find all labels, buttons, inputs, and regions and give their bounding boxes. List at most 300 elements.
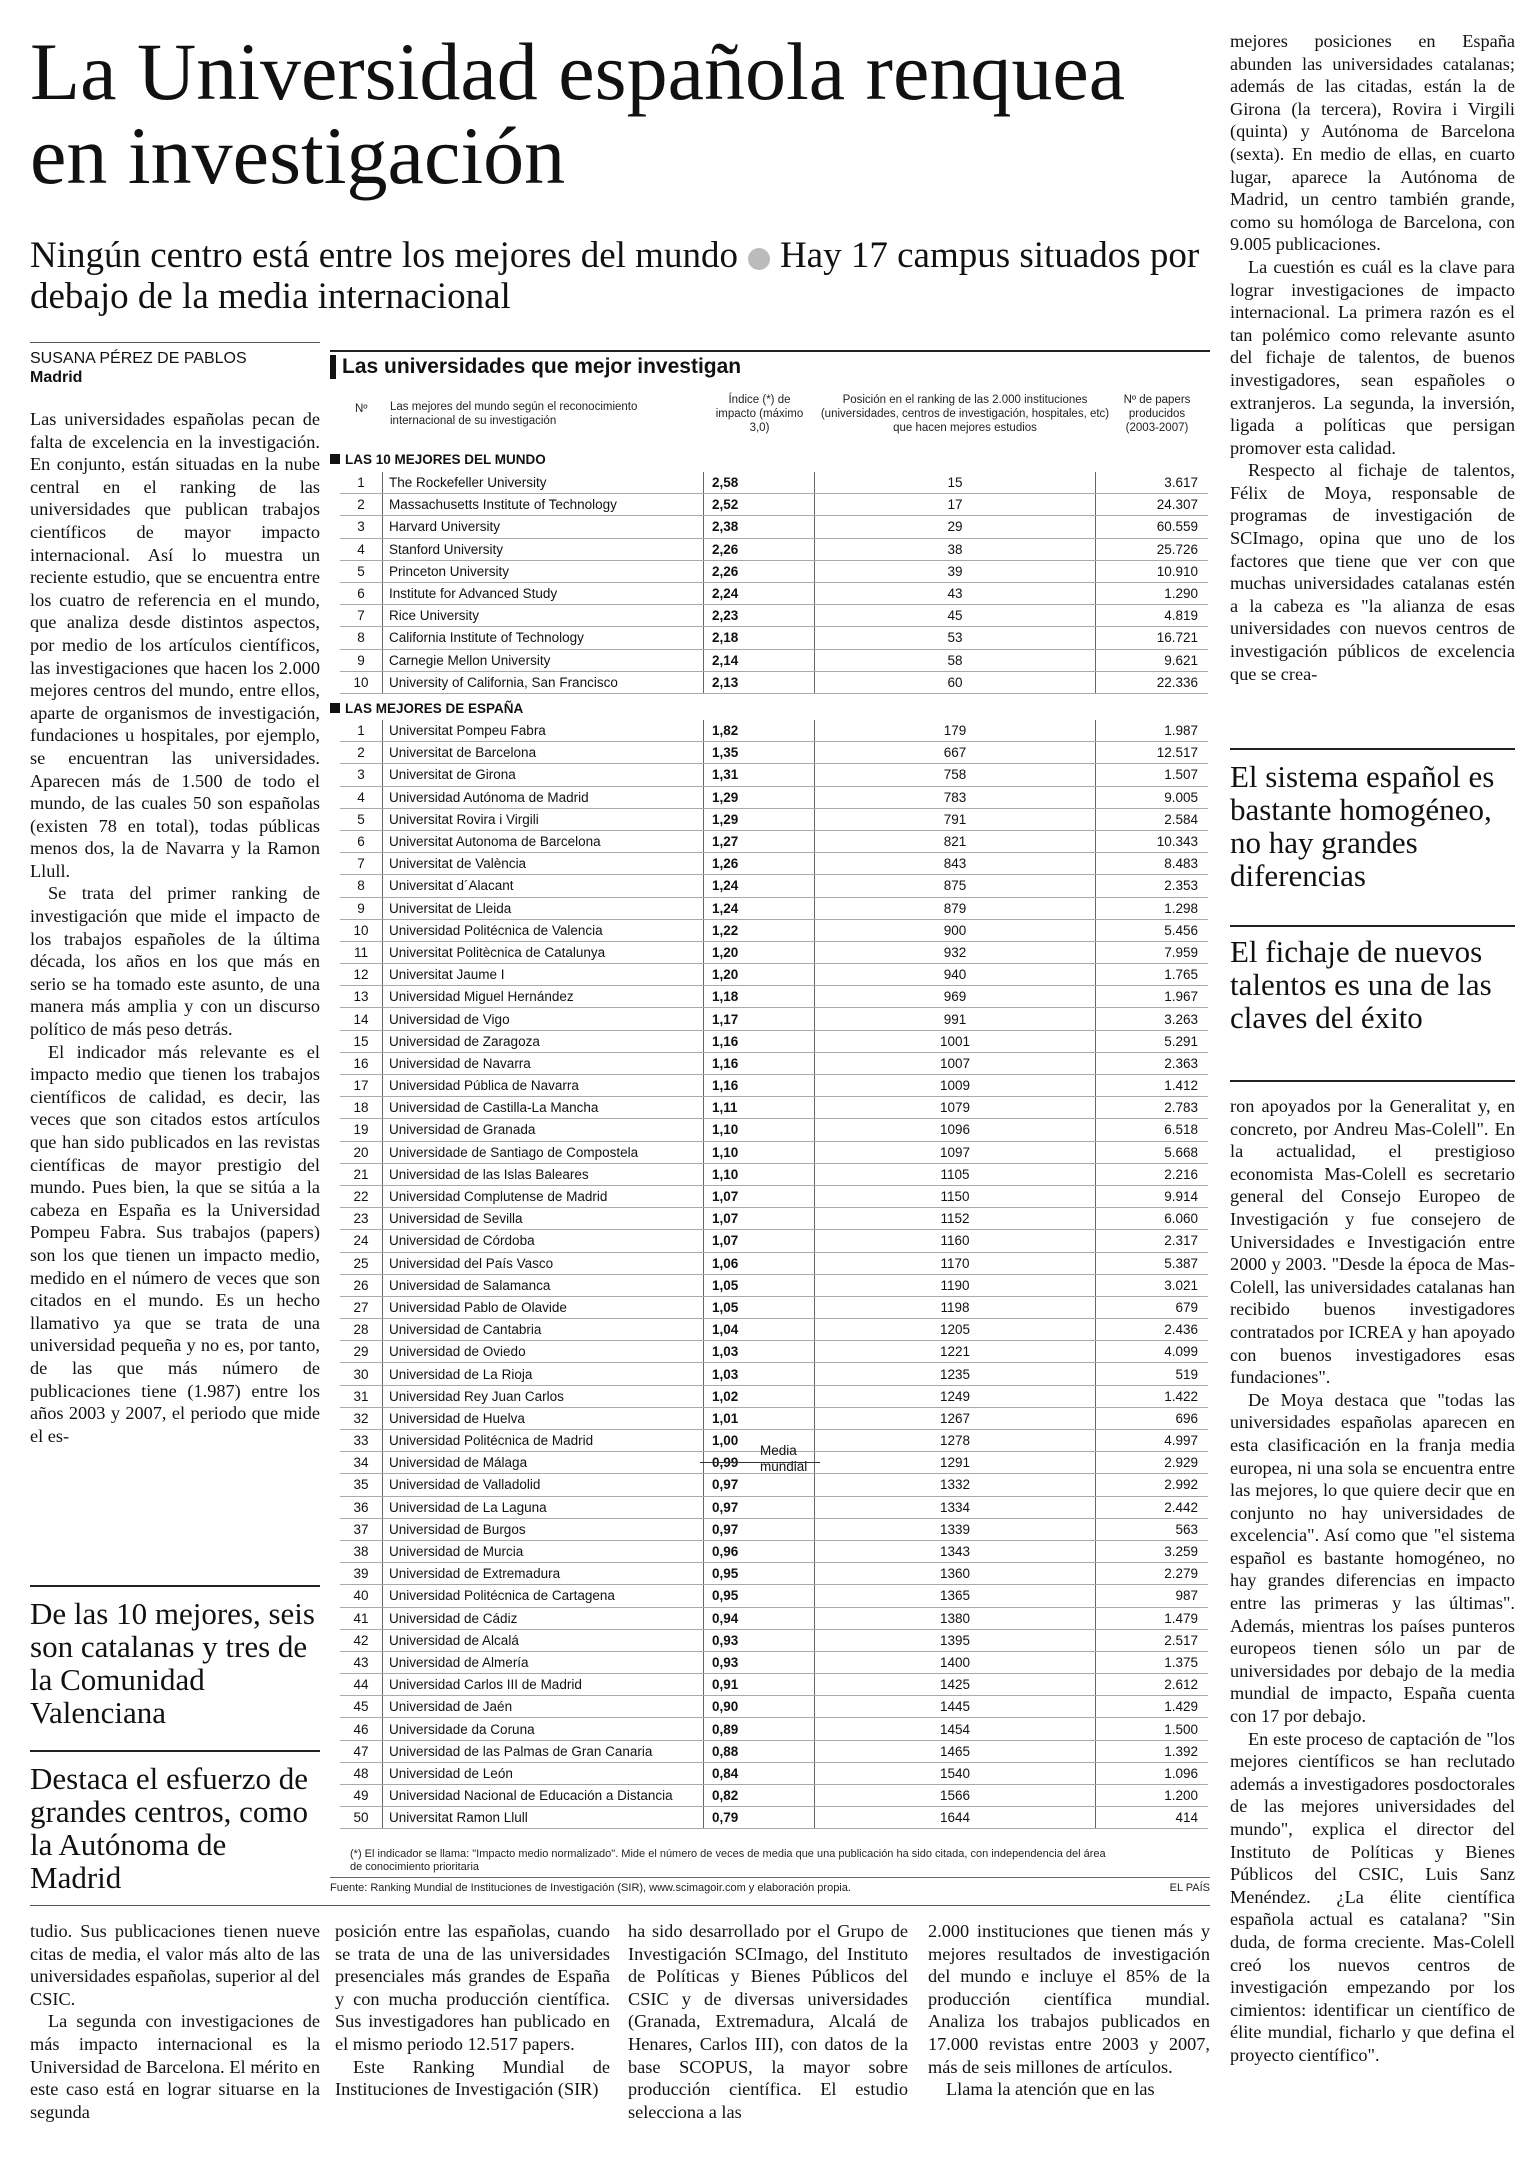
impact-index: 1,04 bbox=[704, 1319, 815, 1341]
rank-number: 38 bbox=[340, 1540, 383, 1562]
university-name: Universitat Jaume I bbox=[383, 964, 704, 986]
rank-number: 26 bbox=[340, 1274, 383, 1296]
university-name: Universitat de Barcelona bbox=[383, 742, 704, 764]
ranking-position: 1291 bbox=[815, 1452, 1096, 1474]
papers-count: 1.429 bbox=[1096, 1696, 1209, 1718]
papers-count: 5.291 bbox=[1096, 1030, 1209, 1052]
university-name: Universidad Politécnica de Madrid bbox=[383, 1430, 704, 1452]
table-header-name: Las mejores del mundo según el reconocimiento internacional de su investigación bbox=[390, 401, 638, 427]
papers-count: 12.517 bbox=[1096, 742, 1209, 764]
table-header-n: Nº bbox=[355, 403, 368, 415]
impact-index: 0,97 bbox=[704, 1518, 815, 1540]
ranking-position: 45 bbox=[815, 605, 1096, 627]
rank-number: 50 bbox=[340, 1807, 383, 1829]
table-row bbox=[340, 1052, 1208, 1074]
table-row bbox=[340, 786, 1208, 808]
rank-number: 27 bbox=[340, 1296, 383, 1318]
ranking-position: 29 bbox=[815, 516, 1096, 538]
ranking-position: 969 bbox=[815, 986, 1096, 1008]
ranking-position: 60 bbox=[815, 671, 1096, 693]
ranking-position: 1360 bbox=[815, 1563, 1096, 1585]
papers-count: 2.442 bbox=[1096, 1496, 1209, 1518]
table-row bbox=[340, 1163, 1208, 1185]
section-world-label: LAS 10 MEJORES DEL MUNDO bbox=[330, 452, 546, 467]
papers-count: 8.483 bbox=[1096, 853, 1209, 875]
university-name: Universidad de Almería bbox=[383, 1651, 704, 1673]
ranking-position: 791 bbox=[815, 808, 1096, 830]
university-name: Universidad de Navarra bbox=[383, 1052, 704, 1074]
university-name: Universidad de Castilla-La Mancha bbox=[383, 1097, 704, 1119]
paragraph: tudio. Sus publicaciones tienen nueve citas de media, el valor más alto de las universidades españolas, superior al del CSIC. bbox=[30, 1921, 320, 2009]
impact-index: 2,14 bbox=[704, 649, 815, 671]
papers-count: 60.559 bbox=[1096, 516, 1209, 538]
impact-index: 0,90 bbox=[704, 1696, 815, 1718]
byline-city: Madrid bbox=[30, 369, 83, 386]
rank-number: 46 bbox=[340, 1718, 383, 1740]
pull-quote-1: De las 10 mejores, seis son catalanas y tres de la Comunidad Valenciana bbox=[30, 1596, 315, 1730]
papers-count: 1.987 bbox=[1096, 720, 1209, 742]
ranking-position: 875 bbox=[815, 875, 1096, 897]
ranking-position: 1150 bbox=[815, 1185, 1096, 1207]
ranking-table-spain bbox=[340, 720, 1208, 1829]
table-row bbox=[340, 1296, 1208, 1318]
university-name: Universitat de Lleida bbox=[383, 897, 704, 919]
table-credit: EL PAÍS bbox=[1169, 1882, 1210, 1894]
university-name: Universidad de León bbox=[383, 1762, 704, 1784]
table-row bbox=[340, 472, 1208, 494]
headline: La Universidad española renquea en investigación bbox=[30, 26, 1126, 201]
table-row bbox=[340, 1008, 1208, 1030]
ranking-position: 1278 bbox=[815, 1430, 1096, 1452]
impact-index: 1,06 bbox=[704, 1252, 815, 1274]
ranking-position: 17 bbox=[815, 494, 1096, 516]
university-name: Universidad de Burgos bbox=[383, 1518, 704, 1540]
ranking-position: 1380 bbox=[815, 1607, 1096, 1629]
table-row bbox=[340, 1785, 1208, 1807]
impact-index: 1,31 bbox=[704, 764, 815, 786]
ranking-position: 1007 bbox=[815, 1052, 1096, 1074]
papers-count: 5.668 bbox=[1096, 1141, 1209, 1163]
rank-number: 16 bbox=[340, 1052, 383, 1074]
table-row bbox=[340, 1674, 1208, 1696]
table-row bbox=[340, 605, 1208, 627]
university-name: Universitat Rovira i Virgili bbox=[383, 808, 704, 830]
university-name: Universitat d´Alacant bbox=[383, 875, 704, 897]
paragraph: La segunda con investigaciones de más impacto internacional es la Universidad de Barcelona. El mérito en este caso está en lograr situarse en la segunda bbox=[30, 2011, 320, 2122]
impact-index: 1,24 bbox=[704, 897, 815, 919]
paragraph: ha sido desarrollado por el Grupo de Investigación SCImago, del Instituto de Políticas y Bienes Públicos del CSIC y de diversas universidades (Granada, Extremadura, Alcalá de Henares, Carlos III), con datos de la base SCOPUS, la mayor sobre producción científica. El estudio selecciona a las bbox=[628, 1921, 908, 2122]
rank-number: 4 bbox=[340, 538, 383, 560]
table-row bbox=[340, 853, 1208, 875]
ranking-position: 1096 bbox=[815, 1119, 1096, 1141]
table-row bbox=[340, 1407, 1208, 1429]
ranking-position: 1267 bbox=[815, 1407, 1096, 1429]
ranking-position: 39 bbox=[815, 560, 1096, 582]
rank-number: 33 bbox=[340, 1430, 383, 1452]
rank-number: 5 bbox=[340, 808, 383, 830]
university-name: Universidad de Sevilla bbox=[383, 1208, 704, 1230]
table-source: Fuente: Ranking Mundial de Instituciones de Investigación (SIR), www.scimagoir.com y elaboración propia. bbox=[330, 1882, 851, 1894]
table-row bbox=[340, 516, 1208, 538]
rank-number: 22 bbox=[340, 1185, 383, 1207]
impact-index: 0,84 bbox=[704, 1762, 815, 1784]
impact-index: 1,20 bbox=[704, 941, 815, 963]
papers-count: 3.021 bbox=[1096, 1274, 1209, 1296]
table-row bbox=[340, 671, 1208, 693]
table-row bbox=[340, 627, 1208, 649]
university-name: California Institute of Technology bbox=[383, 627, 704, 649]
university-name: Universidad de Jaén bbox=[383, 1696, 704, 1718]
impact-index: 1,17 bbox=[704, 1008, 815, 1030]
papers-count: 9.914 bbox=[1096, 1185, 1209, 1207]
ranking-position: 1566 bbox=[815, 1785, 1096, 1807]
table-row bbox=[340, 1097, 1208, 1119]
papers-count: 1.200 bbox=[1096, 1785, 1209, 1807]
ranking-position: 15 bbox=[815, 472, 1096, 494]
rank-number: 35 bbox=[340, 1474, 383, 1496]
paragraph: Se trata del primer ranking de investigación que mide el impacto de los trabajos españoles de la última década, los años en los que más en serio se ha tomado este asunto, de una manera más amplia y con un discurso político de más peso detrás. bbox=[30, 883, 320, 1040]
papers-count: 1.765 bbox=[1096, 964, 1209, 986]
table-row bbox=[340, 1319, 1208, 1341]
ranking-position: 758 bbox=[815, 764, 1096, 786]
impact-index: 2,58 bbox=[704, 472, 815, 494]
papers-count: 9.621 bbox=[1096, 649, 1209, 671]
impact-index: 0,91 bbox=[704, 1674, 815, 1696]
papers-count: 6.060 bbox=[1096, 1208, 1209, 1230]
ranking-position: 1198 bbox=[815, 1296, 1096, 1318]
impact-index: 1,00 bbox=[704, 1430, 815, 1452]
ranking-position: 1235 bbox=[815, 1363, 1096, 1385]
table-row bbox=[340, 1585, 1208, 1607]
papers-count: 2.353 bbox=[1096, 875, 1209, 897]
impact-index: 1,20 bbox=[704, 964, 815, 986]
rank-number: 8 bbox=[340, 627, 383, 649]
papers-count: 2.363 bbox=[1096, 1052, 1209, 1074]
papers-count: 1.290 bbox=[1096, 582, 1209, 604]
impact-index: 0,93 bbox=[704, 1629, 815, 1651]
ranking-position: 1540 bbox=[815, 1762, 1096, 1784]
ranking-position: 53 bbox=[815, 627, 1096, 649]
university-name: Universidad Miguel Hernández bbox=[383, 986, 704, 1008]
university-name: Universidad de Huelva bbox=[383, 1407, 704, 1429]
ranking-position: 821 bbox=[815, 830, 1096, 852]
pull-quote-3: El sistema español es bastante homogéneo, no hay grandes diferencias bbox=[1230, 759, 1495, 893]
impact-index: 2,52 bbox=[704, 494, 815, 516]
ranking-position: 58 bbox=[815, 649, 1096, 671]
university-name: Universidad de La Rioja bbox=[383, 1363, 704, 1385]
table-top-rule bbox=[330, 350, 1210, 352]
ranking-position: 1009 bbox=[815, 1075, 1096, 1097]
papers-count: 1.422 bbox=[1096, 1385, 1209, 1407]
ranking-position: 932 bbox=[815, 941, 1096, 963]
pull-quote-2: Destaca el esfuerzo de grandes centros, como la Autónoma de Madrid bbox=[30, 1761, 309, 1895]
ranking-position: 179 bbox=[815, 720, 1096, 742]
rank-number: 3 bbox=[340, 516, 383, 538]
article-bottom-column-2 bbox=[335, 1920, 610, 2101]
table-row bbox=[340, 1518, 1208, 1540]
rank-number: 14 bbox=[340, 1008, 383, 1030]
university-name: Universidad de Salamanca bbox=[383, 1274, 704, 1296]
rank-number: 39 bbox=[340, 1563, 383, 1585]
divider bbox=[1230, 925, 1515, 927]
rank-number: 36 bbox=[340, 1496, 383, 1518]
university-name: Universidad del País Vasco bbox=[383, 1252, 704, 1274]
rank-number: 28 bbox=[340, 1319, 383, 1341]
rank-number: 12 bbox=[340, 964, 383, 986]
ranking-position: 1221 bbox=[815, 1341, 1096, 1363]
papers-count: 1.375 bbox=[1096, 1651, 1209, 1673]
article-bottom-column-1 bbox=[30, 1920, 320, 2123]
university-name: Universidad Pablo de Olavide bbox=[383, 1296, 704, 1318]
table-row bbox=[340, 1075, 1208, 1097]
university-name: Rice University bbox=[383, 605, 704, 627]
university-name: Universitat Ramon Llull bbox=[383, 1807, 704, 1829]
impact-index: 2,23 bbox=[704, 605, 815, 627]
table-row bbox=[340, 1762, 1208, 1784]
table-header-papers: Nº de papers producidos (2003-2007) bbox=[1123, 394, 1191, 434]
university-name: Universidad de La Laguna bbox=[383, 1496, 704, 1518]
papers-count: 563 bbox=[1096, 1518, 1209, 1540]
ranking-position: 1332 bbox=[815, 1474, 1096, 1496]
rank-number: 47 bbox=[340, 1740, 383, 1762]
papers-count: 4.819 bbox=[1096, 605, 1209, 627]
rank-number: 19 bbox=[340, 1119, 383, 1141]
ranking-position: 1454 bbox=[815, 1718, 1096, 1740]
papers-count: 679 bbox=[1096, 1296, 1209, 1318]
impact-index: 1,10 bbox=[704, 1163, 815, 1185]
table-row bbox=[340, 1607, 1208, 1629]
rank-number: 15 bbox=[340, 1030, 383, 1052]
divider bbox=[30, 1750, 320, 1752]
rank-number: 32 bbox=[340, 1407, 383, 1429]
article-bottom-column-3 bbox=[628, 1920, 908, 2123]
table-row bbox=[340, 1385, 1208, 1407]
rank-number: 7 bbox=[340, 853, 383, 875]
table-row bbox=[340, 1740, 1208, 1762]
ranking-position: 1425 bbox=[815, 1674, 1096, 1696]
table-row bbox=[340, 1563, 1208, 1585]
table-row bbox=[340, 1185, 1208, 1207]
table-row bbox=[340, 808, 1208, 830]
papers-count: 9.005 bbox=[1096, 786, 1209, 808]
table-row bbox=[340, 1651, 1208, 1673]
table-row bbox=[340, 764, 1208, 786]
rank-number: 8 bbox=[340, 875, 383, 897]
papers-count: 414 bbox=[1096, 1807, 1209, 1829]
papers-count: 2.612 bbox=[1096, 1674, 1209, 1696]
ranking-position: 667 bbox=[815, 742, 1096, 764]
impact-index: 1,02 bbox=[704, 1385, 815, 1407]
papers-count: 1.298 bbox=[1096, 897, 1209, 919]
university-name: Universidad Autónoma de Madrid bbox=[383, 786, 704, 808]
impact-index: 1,29 bbox=[704, 786, 815, 808]
impact-index: 1,18 bbox=[704, 986, 815, 1008]
rank-number: 37 bbox=[340, 1518, 383, 1540]
papers-count: 2.929 bbox=[1096, 1452, 1209, 1474]
university-name: Princeton University bbox=[383, 560, 704, 582]
ranking-position: 1079 bbox=[815, 1097, 1096, 1119]
university-name: Universidad Nacional de Educación a Distancia bbox=[383, 1785, 704, 1807]
papers-count: 987 bbox=[1096, 1585, 1209, 1607]
ranking-position: 1160 bbox=[815, 1230, 1096, 1252]
papers-count: 2.992 bbox=[1096, 1474, 1209, 1496]
subtitle-part-b: Hay 17 campus situados por debajo de la media internacional bbox=[30, 235, 1200, 317]
university-name: Universidad Politécnica de Valencia bbox=[383, 919, 704, 941]
university-name: Massachusetts Institute of Technology bbox=[383, 494, 704, 516]
table-row bbox=[340, 1363, 1208, 1385]
impact-index: 1,10 bbox=[704, 1119, 815, 1141]
impact-index: 1,16 bbox=[704, 1030, 815, 1052]
papers-count: 10.910 bbox=[1096, 560, 1209, 582]
table-row bbox=[340, 742, 1208, 764]
rank-number: 20 bbox=[340, 1141, 383, 1163]
papers-count: 16.721 bbox=[1096, 627, 1209, 649]
papers-count: 2.517 bbox=[1096, 1629, 1209, 1651]
table-row bbox=[340, 649, 1208, 671]
impact-index: 1,11 bbox=[704, 1097, 815, 1119]
rank-number: 11 bbox=[340, 941, 383, 963]
rank-number: 34 bbox=[340, 1452, 383, 1474]
square-bullet-icon bbox=[330, 703, 340, 713]
byline bbox=[30, 342, 320, 387]
university-name: Universidad Rey Juan Carlos bbox=[383, 1385, 704, 1407]
university-name: Universidad de Zaragoza bbox=[383, 1030, 704, 1052]
impact-index: 0,96 bbox=[704, 1540, 815, 1562]
university-name: Universitat Autonoma de Barcelona bbox=[383, 830, 704, 852]
rank-number: 23 bbox=[340, 1208, 383, 1230]
impact-index: 1,05 bbox=[704, 1296, 815, 1318]
ranking-position: 1190 bbox=[815, 1274, 1096, 1296]
impact-index: 2,26 bbox=[704, 560, 815, 582]
impact-index: 0,79 bbox=[704, 1807, 815, 1829]
rank-number: 10 bbox=[340, 919, 383, 941]
rank-number: 9 bbox=[340, 897, 383, 919]
rank-number: 48 bbox=[340, 1762, 383, 1784]
university-name: Universitat de València bbox=[383, 853, 704, 875]
table-row bbox=[340, 1119, 1208, 1141]
rank-number: 29 bbox=[340, 1341, 383, 1363]
papers-count: 696 bbox=[1096, 1407, 1209, 1429]
impact-index: 1,26 bbox=[704, 853, 815, 875]
impact-index: 1,07 bbox=[704, 1185, 815, 1207]
impact-index: 2,13 bbox=[704, 671, 815, 693]
table-row bbox=[340, 1141, 1208, 1163]
papers-count: 2.584 bbox=[1096, 808, 1209, 830]
impact-index: 1,07 bbox=[704, 1208, 815, 1230]
table-row bbox=[340, 538, 1208, 560]
rank-number: 2 bbox=[340, 494, 383, 516]
papers-count: 2.436 bbox=[1096, 1319, 1209, 1341]
table-row bbox=[340, 560, 1208, 582]
divider bbox=[330, 1877, 1210, 1878]
paragraph: mejores posiciones en España abunden las universidades catalanas; además de las citadas, están la de Girona (la tercera), Rovira i Virgili (quinta) y Autónoma de Barcelona (sexta). En medio de ellas, en cuarto lugar, aparece la Autónoma de Madrid, un centro también grande, como su homóloga de Barcelona, con 9.005 publicaciones. bbox=[1230, 31, 1515, 255]
papers-count: 1.967 bbox=[1096, 986, 1209, 1008]
university-name: Universidad de las Islas Baleares bbox=[383, 1163, 704, 1185]
paragraph: ron apoyados por la Generalitat y, en concreto, por Andreu Mas-Colell". En la actualidad, el prestigioso economista Mas-Colell es secretario general del Consejo Europeo de Investigación y fue consejero de Universidades e Investigación entre 2000 y 2003. "Desde la época de Mas-Colell, las universidades catalanas han recibido buenos investigadores contratados por ICREA y han apoyado con buenos investigadores esas fundaciones". bbox=[1230, 1096, 1515, 1388]
papers-count: 3.259 bbox=[1096, 1540, 1209, 1562]
ranking-position: 1097 bbox=[815, 1141, 1096, 1163]
university-name: Universidad de Córdoba bbox=[383, 1230, 704, 1252]
rank-number: 41 bbox=[340, 1607, 383, 1629]
table-header-index: Índice (*) de impacto (máximo 3,0) bbox=[715, 394, 804, 434]
table-row bbox=[340, 582, 1208, 604]
papers-count: 4.997 bbox=[1096, 1430, 1209, 1452]
university-name: The Rockefeller University bbox=[383, 472, 704, 494]
rank-number: 30 bbox=[340, 1363, 383, 1385]
rank-number: 10 bbox=[340, 671, 383, 693]
paragraph: Respecto al fichaje de talentos, Félix de Moya, responsable de programas de investigación de SCImago, opina que uno de los factores que tiene que ver con que muchas universidades catalanas estén a la cabeza es "la alianza de esas universidades con nuevos centros de investigación públicos de excelencia que se crea- bbox=[1230, 460, 1515, 684]
rank-number: 13 bbox=[340, 986, 383, 1008]
papers-count: 22.336 bbox=[1096, 671, 1209, 693]
table-row bbox=[340, 1341, 1208, 1363]
rank-number: 2 bbox=[340, 742, 383, 764]
rank-number: 43 bbox=[340, 1651, 383, 1673]
impact-index: 2,26 bbox=[704, 538, 815, 560]
section-spain-label: LAS MEJORES DE ESPAÑA bbox=[330, 701, 523, 716]
papers-count: 6.518 bbox=[1096, 1119, 1209, 1141]
impact-index: 1,35 bbox=[704, 742, 815, 764]
papers-count: 7.959 bbox=[1096, 941, 1209, 963]
rank-number: 25 bbox=[340, 1252, 383, 1274]
ranking-position: 1465 bbox=[815, 1740, 1096, 1762]
ranking-position: 1395 bbox=[815, 1629, 1096, 1651]
university-name: Universidad Pública de Navarra bbox=[383, 1075, 704, 1097]
ranking-position: 1339 bbox=[815, 1518, 1096, 1540]
rank-number: 4 bbox=[340, 786, 383, 808]
ranking-position: 1334 bbox=[815, 1496, 1096, 1518]
article-column-right-bottom bbox=[1230, 1095, 1515, 2067]
impact-index: 0,99 bbox=[704, 1452, 815, 1474]
rank-number: 17 bbox=[340, 1075, 383, 1097]
rank-number: 40 bbox=[340, 1585, 383, 1607]
papers-count: 519 bbox=[1096, 1363, 1209, 1385]
ranking-position: 38 bbox=[815, 538, 1096, 560]
rank-number: 3 bbox=[340, 764, 383, 786]
papers-count: 2.216 bbox=[1096, 1163, 1209, 1185]
ranking-position: 1365 bbox=[815, 1585, 1096, 1607]
subtitle-part-a: Ningún centro está entre los mejores del mundo bbox=[30, 235, 738, 276]
papers-count: 3.263 bbox=[1096, 1008, 1209, 1030]
world-average-line bbox=[700, 1462, 820, 1463]
divider bbox=[1230, 748, 1515, 750]
rank-number: 42 bbox=[340, 1629, 383, 1651]
divider bbox=[1230, 1080, 1515, 1082]
table-row bbox=[340, 875, 1208, 897]
table-row bbox=[340, 1807, 1208, 1829]
subtitle bbox=[30, 235, 1210, 317]
table-row bbox=[340, 1496, 1208, 1518]
byline-name: SUSANA PÉREZ DE PABLOS bbox=[30, 350, 247, 367]
table-row bbox=[340, 1696, 1208, 1718]
papers-count: 1.412 bbox=[1096, 1075, 1209, 1097]
paragraph: En este proceso de captación de "los mejores científicos se han reclutado además a investigadores posdoctorales de las mejores universidades del mundo", explica el director del Instituto de Políticas y Bienes Públicos del CSIC, Luis Sanz Menéndez. ¿La élite científica española actual es catalana? "Sin duda, de forma creciente. Mas-Colell creó los nuevos centros de investigación empezando por los cimientos: identificar un científico de élite mundial, ficharlo y que defina el proyecto científico". bbox=[1230, 1728, 1515, 2065]
impact-index: 1,29 bbox=[704, 808, 815, 830]
impact-index: 2,24 bbox=[704, 582, 815, 604]
paragraph: Las universidades españolas pecan de falta de excelencia en la investigación. En conjunto, están situadas en la nube central en el ranking de las universidades que publican trabajos científicos de mayor impacto internacional. Así lo muestra un reciente estudio, que se encuentra entre los cuatro de referencia en el mundo, que analiza desde distintos aspectos, por medio de los artículos científicos, las investigaciones que hacen los 2.000 mejores centros del mundo, entre ellos, aparte de organismos de investigación, fundaciones u hospitales, por ejemplo, se encuentran las universidades. Aparecen más de 1.500 de todo el mundo, de las cuales 50 son españolas (existen 78 en total), todas públicas menos dos, la de Navarra y la Ramon Llull. bbox=[30, 409, 320, 881]
rank-number: 1 bbox=[340, 720, 383, 742]
rank-number: 49 bbox=[340, 1785, 383, 1807]
rank-number: 9 bbox=[340, 649, 383, 671]
paragraph: De Moya destaca que "todas las universidades españolas aparecen en esta clasificación en la franja media europea, ni una sola se encuentra entre las mejores, lo que quiere decir que en conjunto no hay universidades de excelencia". Así como que "el sistema español es bastante homogéneo, no hay grandes diferencias en impacto entre las primeras y las últimas". Además, mientras los países punteros europeos tienen sólo un par de universidades por debajo de la media mundial de impacto, España cuenta con 17 por debajo. bbox=[1230, 1389, 1515, 1727]
table-row bbox=[340, 941, 1208, 963]
impact-index: 0,82 bbox=[704, 1785, 815, 1807]
ranking-position: 879 bbox=[815, 897, 1096, 919]
rank-number: 31 bbox=[340, 1385, 383, 1407]
university-name: Institute for Advanced Study bbox=[383, 582, 704, 604]
university-name: Universidad de Cantabria bbox=[383, 1319, 704, 1341]
ranking-position: 1445 bbox=[815, 1696, 1096, 1718]
rank-number: 44 bbox=[340, 1674, 383, 1696]
